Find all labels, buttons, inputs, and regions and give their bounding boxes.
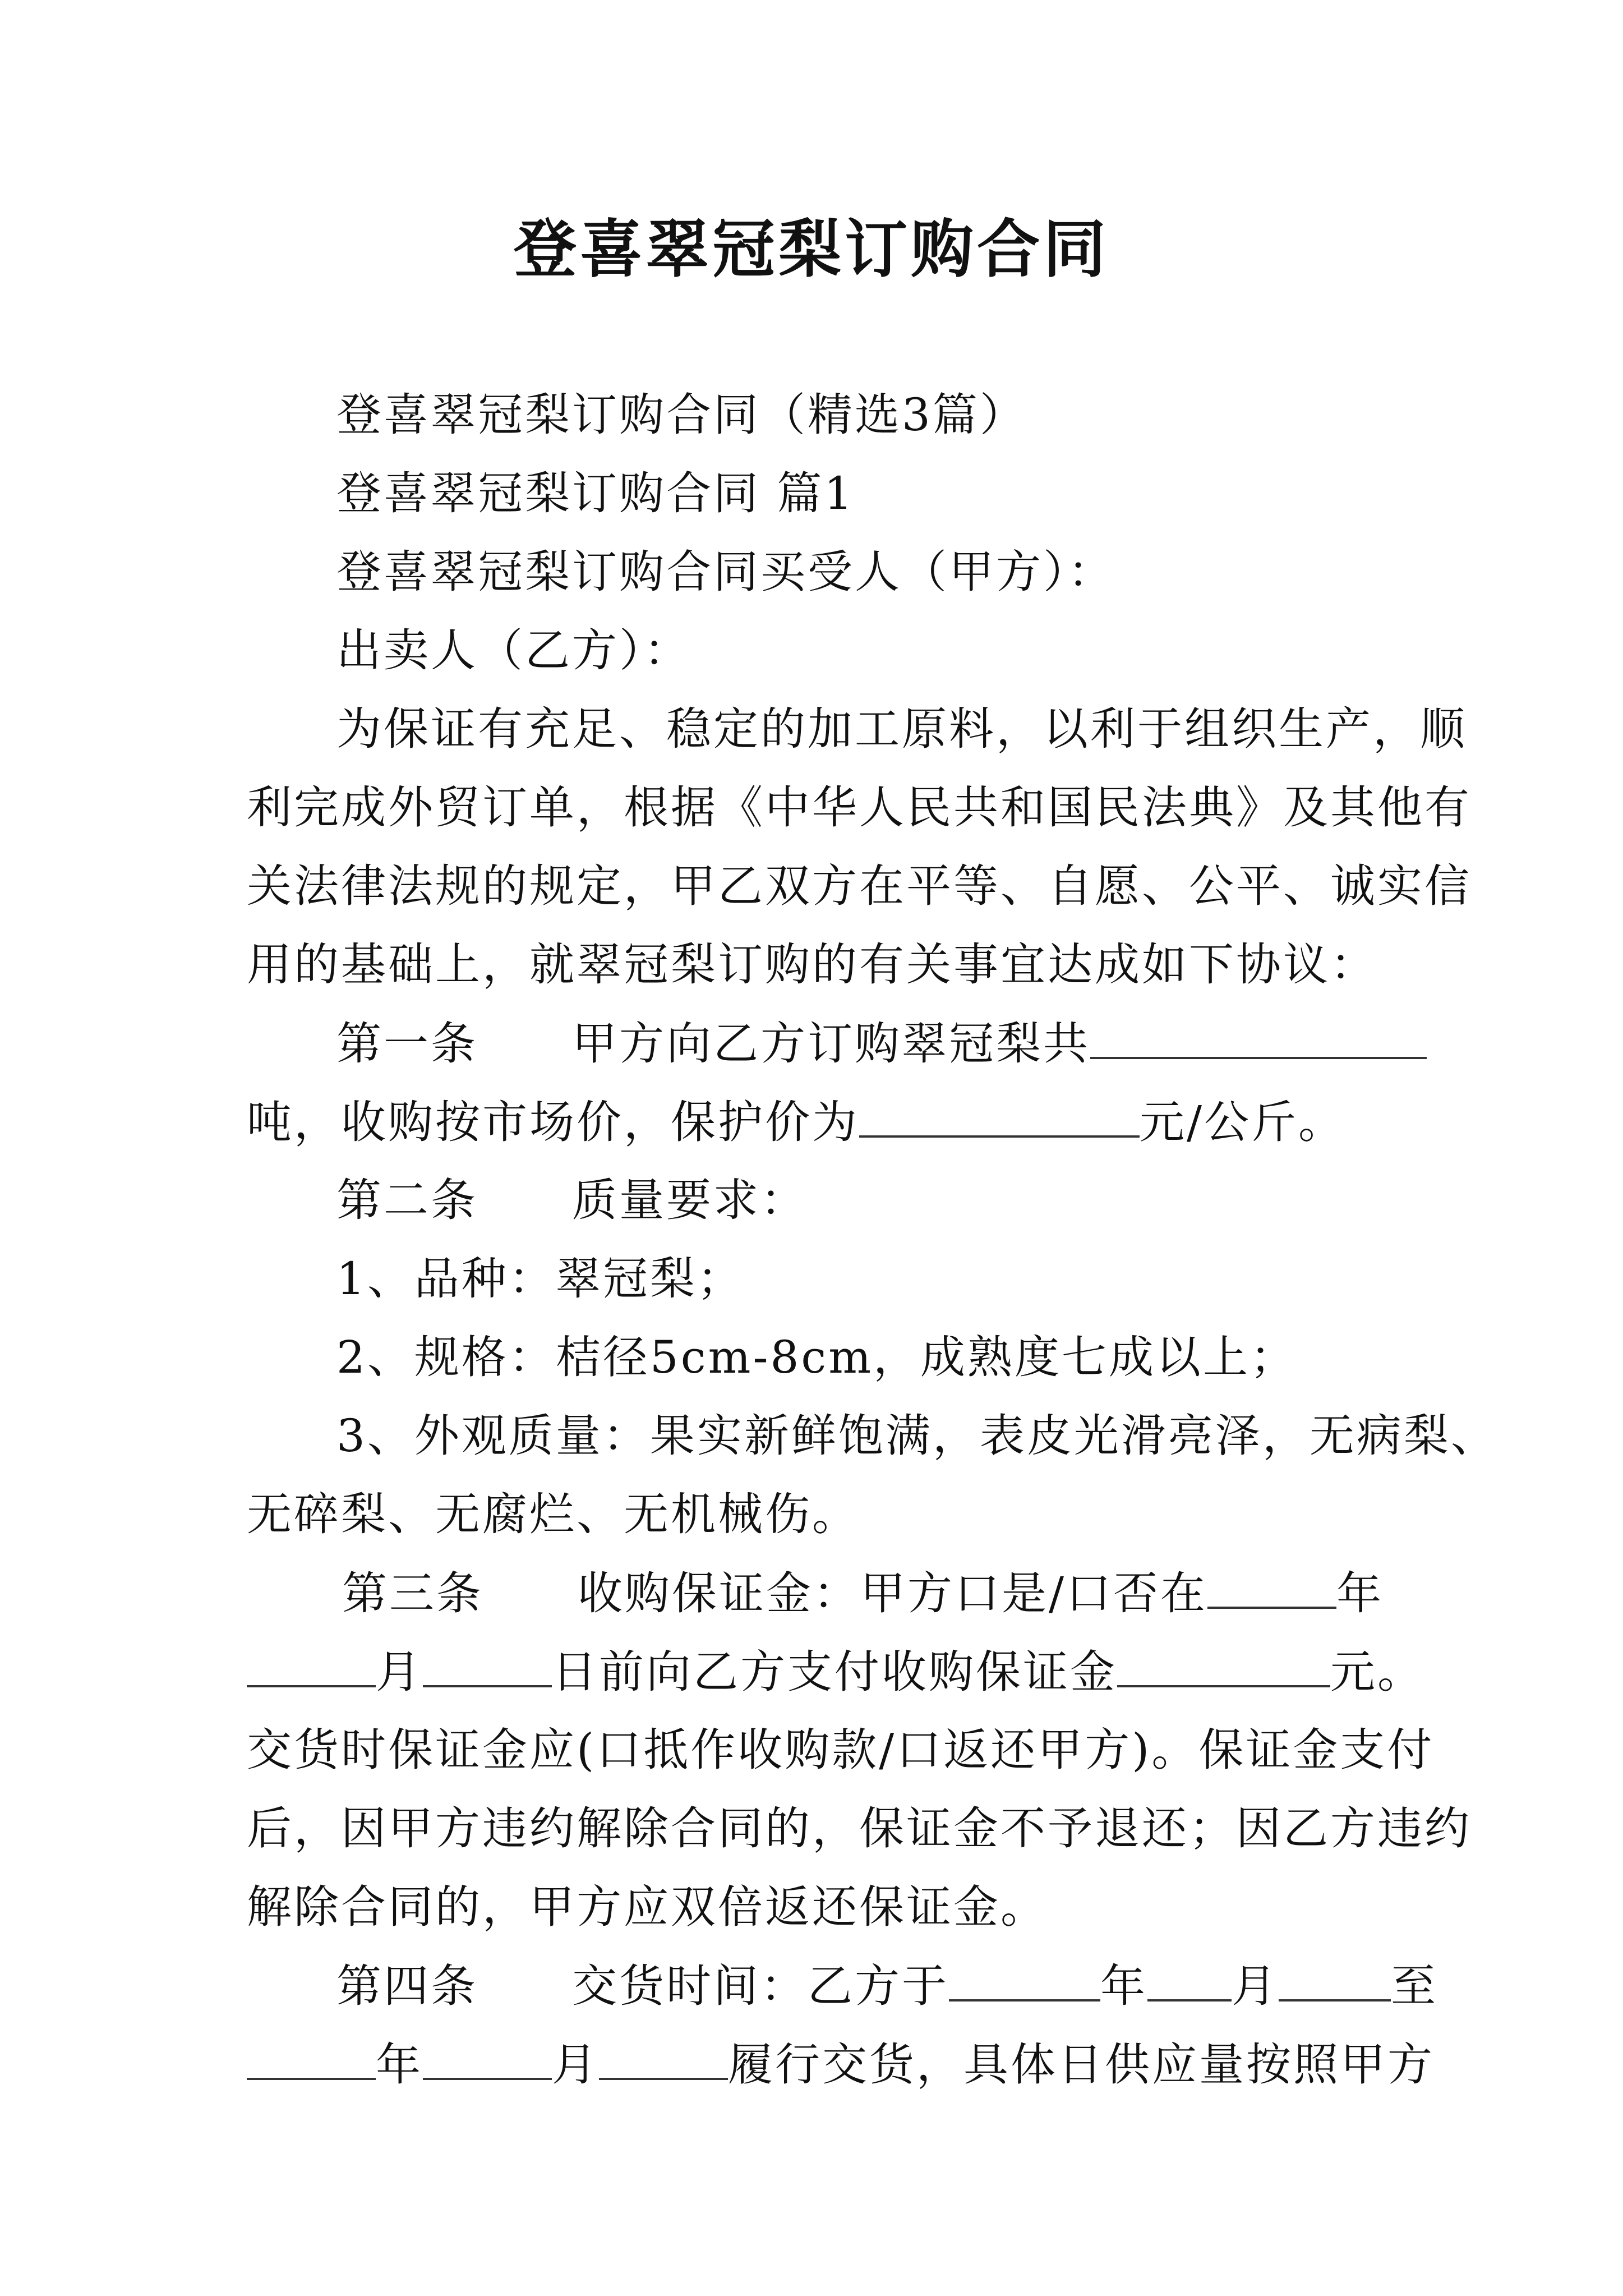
article-4-line-1: 第四条 交货时间：乙方于 年 月 至 bbox=[336, 1958, 1438, 2014]
quality-item-3-line-2: 无碎梨、无腐烂、无机械伤。 bbox=[247, 1488, 859, 1540]
blank-price[interactable] bbox=[859, 1094, 1140, 1138]
quality-item-1: 1、品种：翠冠梨； bbox=[336, 1253, 744, 1305]
seller-line: 出卖人（乙方）： bbox=[336, 624, 691, 677]
blank-start-month[interactable] bbox=[1147, 1958, 1232, 2001]
article-1-line-1: 第一条 甲方向乙方订购翠冠梨共 bbox=[336, 1015, 1427, 1072]
blank-start-day[interactable] bbox=[1279, 1958, 1391, 2001]
buyer-line: 登喜翠冠梨订购合同买受人（甲方）： bbox=[336, 546, 1115, 598]
intro-line-4: 用的基础上，就翠冠梨订购的有关事宜达成如下协议： bbox=[247, 938, 1377, 991]
intro-line-2: 利完成外贸订单，根据《中华人民共和国民法典》及其他有 bbox=[247, 781, 1472, 834]
blank-start-year[interactable] bbox=[949, 1958, 1100, 2001]
blank-end-month[interactable] bbox=[423, 2036, 552, 2080]
article-3-line-5: 解除合同的，甲方应双倍返还保证金。 bbox=[247, 1881, 1048, 1933]
quality-item-2: 2、规格：桔径5cm-8cm，成熟度七成以上； bbox=[336, 1331, 1298, 1383]
blank-deposit-amount[interactable] bbox=[1117, 1644, 1330, 1687]
blank-end-day[interactable] bbox=[599, 2036, 728, 2080]
subtitle: 登喜翠冠梨订购合同（精选3篇） bbox=[336, 389, 1027, 441]
intro-line-1: 为保证有充足、稳定的加工原料，以利于组织生产，顺 bbox=[336, 703, 1467, 755]
article-3-line-2: 月 日前向乙方支付收购保证金 元。 bbox=[247, 1644, 1424, 1700]
quality-item-3-line-1: 3、外观质量：果实新鲜饱满，表皮光滑亮泽，无病梨、 bbox=[336, 1410, 1498, 1462]
intro-line-3: 关法律法规的规定，甲乙双方在平等、自愿、公平、诚实信 bbox=[247, 860, 1472, 912]
blank-tons[interactable] bbox=[1090, 1015, 1427, 1059]
article-3-line-1: 第三条 收购保证金：甲方口是/口否在 年 bbox=[342, 1565, 1384, 1622]
article-3-line-4: 后，因甲方违约解除合同的，保证金不予退还；因乙方违约 bbox=[247, 1802, 1472, 1855]
article-3-line-3: 交货时保证金应(口抵作收购款/口返还甲方)。保证金支付 bbox=[247, 1724, 1435, 1776]
blank-deposit-year[interactable] bbox=[1207, 1565, 1336, 1609]
blank-end-year[interactable] bbox=[247, 2036, 376, 2080]
article-4-line-2: 年 月 履行交货，具体日供应量按照甲方 bbox=[247, 2036, 1435, 2093]
blank-deposit-day[interactable] bbox=[423, 1644, 552, 1687]
document-title: 登喜翠冠梨订购合同 bbox=[514, 213, 1109, 286]
article-1-line-2: 吨，收购按市场价，保护价为 元/公斤。 bbox=[247, 1094, 1345, 1151]
article-2: 第二条 质量要求： bbox=[336, 1174, 808, 1226]
part-heading: 登喜翠冠梨订购合同 篇1 bbox=[336, 467, 855, 519]
blank-deposit-month[interactable] bbox=[247, 1644, 376, 1687]
